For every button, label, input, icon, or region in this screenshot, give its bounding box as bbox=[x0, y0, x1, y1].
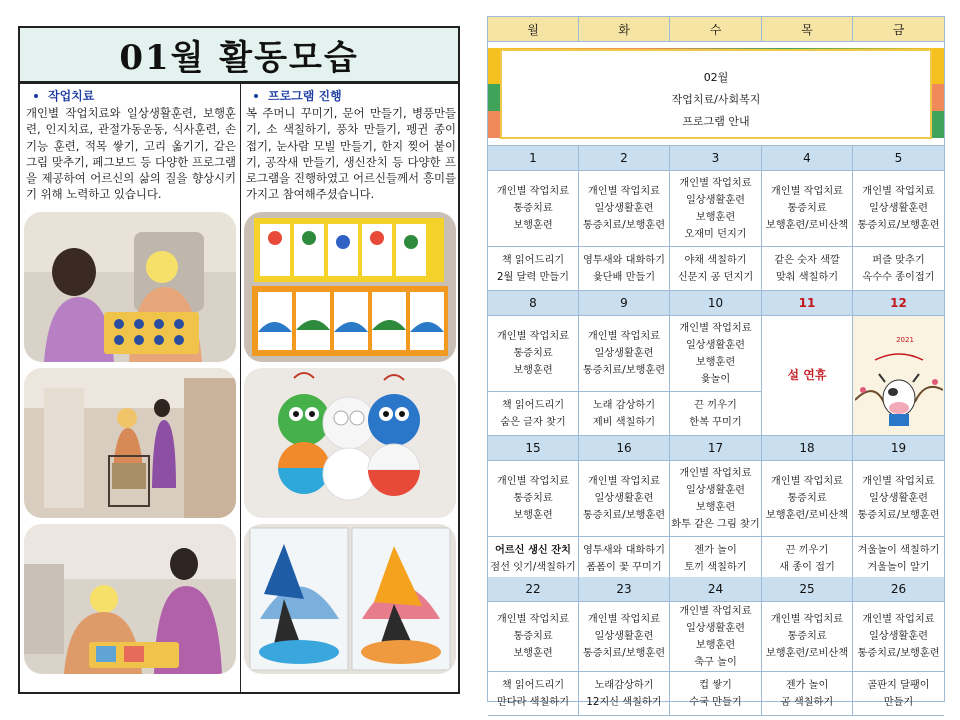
therapy-cell bbox=[488, 461, 579, 537]
card-year: 2021 bbox=[895, 335, 914, 344]
therapy-line: 통증치료/보행훈련 bbox=[857, 648, 940, 659]
therapy-line: 보행훈련 bbox=[695, 211, 736, 223]
therapy-line: 보행훈련 bbox=[513, 220, 553, 231]
program-line: 만들기 bbox=[883, 696, 914, 708]
date-cell-16: 16 bbox=[579, 436, 670, 461]
program-cell bbox=[488, 537, 579, 582]
program-line: 폼폼이 꽃 꾸미기 bbox=[586, 562, 662, 573]
section-heading bbox=[26, 88, 238, 104]
therapy-cell bbox=[579, 461, 670, 537]
therapy-line: 일상생활훈련 bbox=[868, 493, 929, 504]
program-line: 골판지 달팽이 bbox=[867, 679, 930, 691]
date-cell-22: 22 bbox=[488, 577, 579, 602]
program-cell bbox=[579, 672, 670, 716]
program-cell bbox=[488, 392, 579, 436]
therapy-cell bbox=[579, 171, 670, 247]
therapy-line: 통증치료 bbox=[513, 493, 553, 504]
therapy-line: 개인별 작업치료 bbox=[679, 322, 752, 334]
therapy-cell bbox=[579, 602, 670, 672]
date-cell-12: 12 bbox=[853, 291, 944, 316]
therapy-line: 일상생활훈련 bbox=[594, 631, 654, 642]
program-line: 맞춰 색칠하기 bbox=[775, 271, 839, 283]
date-cell-15: 15 bbox=[488, 436, 579, 461]
newyear-card-image bbox=[853, 316, 944, 436]
section-body: 복 주머니 꾸미기, 문어 만들기, 병풍만들기, 소 색칠하기, 풍차 만들기, 펭귄 종이 접기, 눈사람 모빌 만들기, 한지 찢어 붙이기, 공작새 만들기, 생신잔치 등 다양한 프로그램을 진행하였고 어르신들께서 흥미를 가지고 참여해주셨습니다. bbox=[246, 106, 456, 202]
program-line: 젠가 놀이 bbox=[785, 679, 829, 691]
date-cell-23: 23 bbox=[579, 577, 670, 602]
therapy-line: 일상생활훈련 bbox=[685, 484, 746, 496]
program-line: 숨은 글자 찾기 bbox=[500, 416, 566, 428]
therapy-photo-table-game bbox=[24, 524, 236, 674]
program-line: 영투새와 대화하기 bbox=[583, 254, 665, 266]
program-line: 야채 색칠하기 bbox=[684, 254, 747, 266]
therapy-photo-walking bbox=[24, 368, 236, 518]
therapy-cell bbox=[488, 171, 579, 247]
program-cell bbox=[853, 247, 944, 291]
banner-title: 프로그램 안내 bbox=[682, 115, 750, 128]
therapy-line: 개인별 작업치료 bbox=[587, 186, 661, 197]
program-line: 끈 끼우기 bbox=[785, 545, 829, 556]
therapy-cell bbox=[579, 316, 670, 392]
date-cell-9: 9 bbox=[579, 291, 670, 316]
therapy-line: 통증치료/보행훈련 bbox=[582, 648, 666, 659]
therapy-line: 일상생활훈련 bbox=[594, 348, 654, 359]
section-heading-text: 작업치료 bbox=[48, 89, 95, 103]
therapy-line: 개인별 작업치료 bbox=[862, 186, 935, 197]
program-cell bbox=[762, 247, 853, 291]
therapy-cell bbox=[488, 602, 579, 672]
therapy-line: 통증치료/보행훈련 bbox=[857, 510, 940, 521]
program-line: 책 읽어드리기 bbox=[501, 254, 565, 266]
bullet-icon bbox=[34, 94, 38, 98]
therapy-cell bbox=[670, 171, 762, 247]
therapy-line: 윷놀이 bbox=[700, 373, 731, 385]
occupational-therapy-section bbox=[26, 88, 238, 202]
therapy-line: 일상생활훈련 bbox=[685, 622, 746, 634]
therapy-line: 통증치료 bbox=[787, 631, 827, 642]
date-cell-17: 17 bbox=[670, 436, 762, 461]
program-line: 책 읽어드리기 bbox=[501, 679, 565, 691]
banner-month: 02월 bbox=[703, 71, 729, 84]
therapy-line: 개인별 작업치료 bbox=[587, 614, 661, 625]
therapy-photo-board-game bbox=[24, 212, 236, 362]
program-cell bbox=[853, 672, 944, 716]
therapy-line: 통증치료/보행훈련 bbox=[582, 510, 666, 521]
therapy-cell bbox=[762, 461, 853, 537]
therapy-line: 보행훈련 bbox=[695, 639, 736, 651]
program-section bbox=[246, 88, 458, 202]
activity-report-page bbox=[18, 26, 460, 694]
therapy-line: 보행훈련 bbox=[695, 356, 736, 368]
calendar-banner bbox=[488, 42, 944, 146]
date-cell-18: 18 bbox=[762, 436, 853, 461]
therapy-line: 보행훈련 bbox=[695, 501, 736, 513]
weekday-header: 수 bbox=[670, 17, 762, 42]
therapy-line: 개인별 작업치료 bbox=[679, 467, 752, 479]
program-line: 만다라 색칠하기 bbox=[496, 696, 570, 708]
therapy-line: 오재미 던지기 bbox=[684, 228, 747, 240]
weekday-header: 금 bbox=[853, 17, 944, 42]
therapy-line: 일상생활훈련 bbox=[594, 493, 654, 504]
program-cell bbox=[670, 537, 762, 582]
program-line: 한복 꾸미기 bbox=[689, 416, 742, 428]
therapy-line: 개인별 작업치료 bbox=[587, 331, 661, 342]
bullet-icon bbox=[254, 94, 258, 98]
therapy-line: 일상생활훈련 bbox=[868, 631, 929, 642]
program-cell bbox=[579, 392, 670, 436]
therapy-line: 개인별 작업치료 bbox=[496, 476, 570, 487]
therapy-line: 보행훈련 bbox=[513, 648, 553, 659]
therapy-line: 통증치료 bbox=[513, 348, 553, 359]
program-line: 책 읽어드리기 bbox=[501, 399, 565, 411]
weekday-header: 화 bbox=[579, 17, 670, 42]
therapy-cell bbox=[488, 316, 579, 392]
craft-photo-penguin-igloo bbox=[244, 524, 456, 674]
program-line: 컵 쌓기 bbox=[699, 679, 732, 691]
date-cell-19: 19 bbox=[853, 436, 944, 461]
therapy-cell bbox=[762, 602, 853, 672]
program-cell bbox=[488, 672, 579, 716]
section-heading-text: 프로그램 진행 bbox=[268, 89, 342, 103]
therapy-cell bbox=[853, 171, 944, 247]
therapy-line: 통증치료 bbox=[787, 493, 827, 504]
therapy-cell bbox=[670, 602, 762, 672]
date-cell-25: 25 bbox=[762, 577, 853, 602]
program-line: 노래감상하기 bbox=[594, 679, 654, 691]
program-cell bbox=[762, 537, 853, 582]
date-cell-2: 2 bbox=[579, 146, 670, 171]
program-line: 젠가 놀이 bbox=[694, 545, 737, 556]
program-line: 새 종이 접기 bbox=[779, 562, 835, 573]
date-cell-10: 10 bbox=[670, 291, 762, 316]
program-line: 토끼 색칠하기 bbox=[684, 562, 747, 573]
program-line: 퍼즐 맞추기 bbox=[872, 254, 925, 266]
program-line: 겨울놀이 알기 bbox=[867, 562, 930, 573]
therapy-line: 개인별 작업치료 bbox=[770, 186, 844, 197]
weekday-header: 목 bbox=[762, 17, 853, 42]
therapy-line: 보행훈련/로비산책 bbox=[765, 648, 849, 659]
program-line: 수국 만들기 bbox=[689, 696, 742, 708]
banner-box bbox=[500, 49, 932, 139]
banner-subtitle: 작업치료/사회복지 bbox=[671, 93, 761, 106]
program-cell bbox=[579, 537, 670, 582]
therapy-line: 개인별 작업치료 bbox=[770, 614, 844, 625]
page-title: 01월 활동모습 bbox=[20, 28, 458, 84]
program-line: 2월 달력 만들기 bbox=[496, 271, 569, 283]
therapy-cell bbox=[670, 461, 762, 537]
therapy-cell bbox=[762, 171, 853, 247]
therapy-cell bbox=[853, 461, 944, 537]
therapy-line: 통증치료 bbox=[513, 203, 553, 214]
therapy-line: 통증치료/보행훈련 bbox=[857, 220, 940, 231]
program-line: 노래 감상하기 bbox=[592, 399, 656, 411]
program-line: 어르신 생신 잔치 bbox=[495, 545, 571, 556]
therapy-line: 개인별 작업치료 bbox=[679, 605, 752, 617]
craft-photo-folding-screen bbox=[244, 212, 456, 362]
therapy-line: 통증치료 bbox=[513, 631, 553, 642]
therapy-line: 축구 놀이 bbox=[694, 656, 737, 668]
therapy-line: 통증치료/보행훈련 bbox=[582, 365, 666, 376]
date-cell-5: 5 bbox=[853, 146, 944, 171]
therapy-line: 일상생활훈련 bbox=[685, 194, 746, 206]
therapy-line: 개인별 작업치료 bbox=[496, 614, 570, 625]
date-cell-8: 8 bbox=[488, 291, 579, 316]
therapy-line: 일상생활훈련 bbox=[868, 203, 929, 214]
therapy-line: 보행훈련 bbox=[513, 510, 553, 521]
therapy-line: 화투 같은 그림 찾기 bbox=[671, 518, 760, 530]
program-cell bbox=[579, 247, 670, 291]
program-line: 겨울놀이 색칠하기 bbox=[857, 545, 940, 556]
therapy-line: 보행훈련/로비산책 bbox=[765, 510, 849, 521]
program-line: 옥수수 종이접기 bbox=[862, 271, 935, 283]
program-line: 점선 잇기/색칠하기 bbox=[490, 562, 576, 573]
date-cell-3: 3 bbox=[670, 146, 762, 171]
program-line: 윷단배 만들기 bbox=[592, 271, 656, 283]
therapy-line: 개인별 작업치료 bbox=[862, 476, 935, 487]
therapy-line: 개인별 작업치료 bbox=[496, 186, 570, 197]
therapy-line: 일상생활훈련 bbox=[594, 203, 654, 214]
therapy-line: 통증치료/보행훈련 bbox=[582, 220, 666, 231]
therapy-line: 개인별 작업치료 bbox=[770, 476, 844, 487]
program-calendar bbox=[487, 16, 945, 708]
therapy-line: 통증치료 bbox=[787, 203, 827, 214]
weekday-header: 월 bbox=[488, 17, 579, 42]
date-cell-1: 1 bbox=[488, 146, 579, 171]
therapy-cell bbox=[670, 316, 762, 392]
therapy-line: 개인별 작업치료 bbox=[587, 476, 661, 487]
program-cell bbox=[488, 247, 579, 291]
program-cell bbox=[762, 672, 853, 716]
program-line: 같은 숫자 색깔 bbox=[774, 254, 840, 266]
therapy-cell bbox=[853, 602, 944, 672]
therapy-line: 일상생활훈련 bbox=[685, 339, 746, 351]
section-heading bbox=[246, 88, 458, 104]
section-body: 개인별 작업치료와 일상생활훈련, 보행훈련, 인지치료, 관절가동운동, 식사훈련, 손 기능 훈련, 적목 쌓기, 고리 옮기기, 같은 그림 맞추기, 페그보드 등 다양한 프로그램을 제공하여 어르신의 삶의 질을 향상시키기 위해 노력하고 있습니다. bbox=[26, 106, 236, 202]
program-line: 신문지 공 던지기 bbox=[677, 271, 754, 283]
date-cell-4: 4 bbox=[762, 146, 853, 171]
banner-stripe-right bbox=[930, 48, 944, 138]
program-line: 제비 색칠하기 bbox=[592, 416, 656, 428]
therapy-line: 개인별 작업치료 bbox=[496, 331, 570, 342]
program-cell bbox=[670, 392, 762, 436]
date-cell-26: 26 bbox=[853, 577, 944, 602]
date-cell-24: 24 bbox=[670, 577, 762, 602]
program-line: 12지신 색칠하기 bbox=[586, 696, 662, 708]
column-divider bbox=[240, 84, 241, 692]
program-line: 곰 색칠하기 bbox=[780, 696, 834, 708]
therapy-line: 보행훈련 bbox=[513, 365, 553, 376]
program-line: 영투새와 대화하기 bbox=[583, 545, 665, 556]
therapy-line: 개인별 작업치료 bbox=[862, 614, 935, 625]
holiday-cell: 설 연휴 bbox=[762, 316, 853, 436]
date-cell-11: 11 bbox=[762, 291, 853, 316]
program-cell bbox=[670, 247, 762, 291]
program-cell bbox=[670, 672, 762, 716]
craft-photo-fan-decorations bbox=[244, 368, 456, 518]
therapy-line: 보행훈련/로비산책 bbox=[765, 220, 849, 231]
therapy-line: 개인별 작업치료 bbox=[679, 177, 752, 189]
program-cell bbox=[853, 537, 944, 582]
program-line: 끈 끼우기 bbox=[694, 399, 737, 411]
